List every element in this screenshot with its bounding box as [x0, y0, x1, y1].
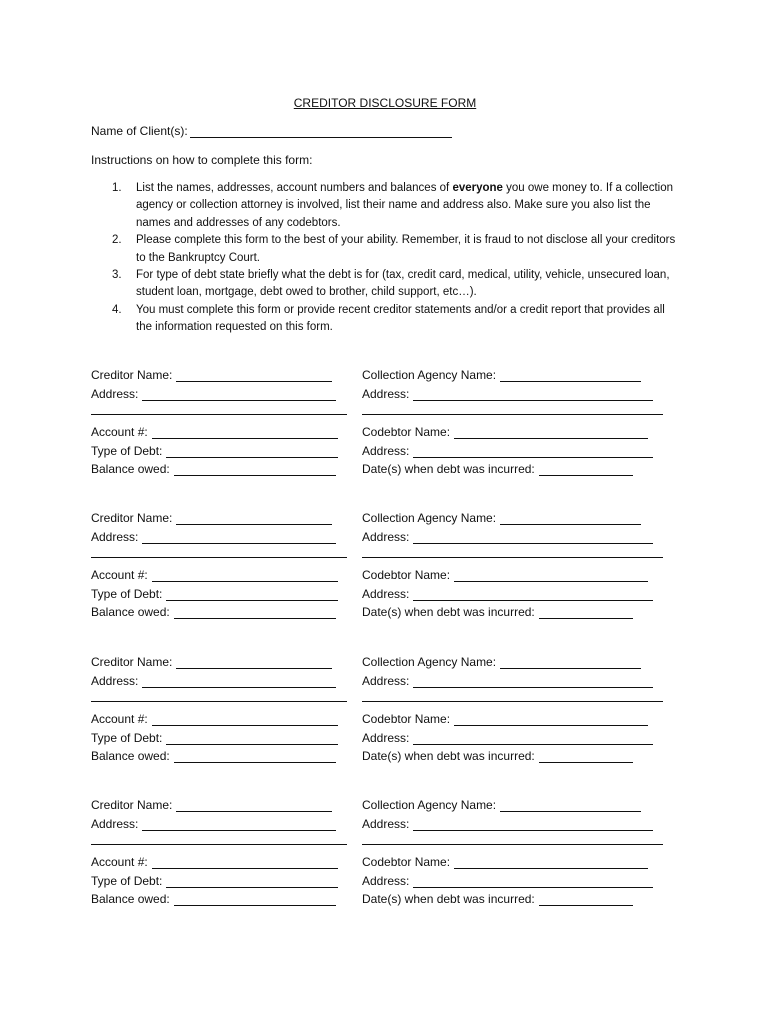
dates-incurred-field[interactable] [362, 605, 633, 619]
agency-address-field[interactable] [362, 817, 653, 831]
type-of-debt-label: Type of Debt: [91, 874, 163, 888]
collection-agency-field[interactable] [362, 798, 641, 812]
type-of-debt-blank[interactable] [166, 876, 338, 888]
account-number-blank[interactable] [152, 570, 338, 582]
instruction-text: List the names, addresses, account numbers and balances of everyone you owe money to. If a collection agency or collection attorney is involved, list their name and address also. Make sure you also list the names and addresses of any codebtors. [136, 182, 673, 229]
dates-incurred-label: Date(s) when debt was incurred: [362, 462, 535, 476]
agency-address-blank[interactable] [413, 676, 653, 688]
balance-owed-field[interactable] [91, 605, 336, 619]
creditor-address-line-2[interactable] [91, 844, 347, 845]
codebtor-name-field[interactable] [362, 855, 648, 869]
creditor-name-label: Creditor Name: [91, 511, 173, 525]
type-of-debt-label: Type of Debt: [91, 444, 163, 458]
creditor-name-field[interactable] [91, 655, 332, 669]
codebtor-name-label: Codebtor Name: [362, 855, 451, 869]
balance-owed-label: Balance owed: [91, 605, 170, 619]
creditor-address-field[interactable] [91, 674, 336, 688]
account-number-label: Account #: [91, 425, 148, 439]
account-number-field[interactable] [91, 425, 338, 439]
codebtor-address-blank[interactable] [413, 876, 653, 888]
collection-agency-blank[interactable] [500, 370, 641, 382]
collection-agency-label: Collection Agency Name: [362, 655, 497, 669]
agency-address-field[interactable] [362, 387, 653, 401]
codebtor-name-label: Codebtor Name: [362, 712, 451, 726]
dates-incurred-blank[interactable] [539, 464, 633, 476]
agency-address-field[interactable] [362, 530, 653, 544]
agency-address-line-2[interactable] [362, 557, 663, 558]
dates-incurred-label: Date(s) when debt was incurred: [362, 605, 535, 619]
account-number-blank[interactable] [152, 427, 338, 439]
instruction-item [91, 302, 681, 337]
codebtor-name-field[interactable] [362, 425, 648, 439]
collection-agency-field[interactable] [362, 655, 641, 669]
collection-agency-label: Collection Agency Name: [362, 511, 497, 525]
agency-address-label: Address: [362, 530, 410, 544]
creditor-name-blank[interactable] [176, 370, 332, 382]
agency-address-line-2[interactable] [362, 844, 663, 845]
codebtor-address-field[interactable] [362, 587, 653, 601]
account-number-label: Account #: [91, 855, 148, 869]
creditor-address-line-2[interactable] [91, 557, 347, 558]
balance-owed-label: Balance owed: [91, 462, 170, 476]
codebtor-name-blank[interactable] [454, 427, 648, 439]
dates-incurred-blank[interactable] [539, 751, 633, 763]
agency-address-blank[interactable] [413, 819, 653, 831]
instruction-number: 2. [112, 234, 122, 247]
client-name-label: Name of Client(s): [91, 124, 188, 138]
collection-agency-label: Collection Agency Name: [362, 798, 497, 812]
instruction-number: 4. [112, 303, 122, 316]
codebtor-name-blank[interactable] [454, 857, 648, 869]
instructions-heading: Instructions on how to complete this form: [91, 153, 313, 167]
codebtor-address-blank[interactable] [413, 446, 653, 458]
agency-address-label: Address: [362, 674, 410, 688]
dates-incurred-label: Date(s) when debt was incurred: [362, 749, 535, 763]
type-of-debt-blank[interactable] [166, 589, 338, 601]
creditor-address-label: Address: [91, 387, 139, 401]
balance-owed-blank[interactable] [174, 464, 336, 476]
account-number-field[interactable] [91, 855, 338, 869]
creditor-name-blank[interactable] [176, 657, 332, 669]
account-number-label: Account #: [91, 712, 148, 726]
creditor-address-line-2[interactable] [91, 414, 347, 415]
codebtor-address-field[interactable] [362, 731, 653, 745]
dates-incurred-field[interactable] [362, 892, 633, 906]
codebtor-name-blank[interactable] [454, 714, 648, 726]
codebtor-address-label: Address: [362, 587, 410, 601]
collection-agency-blank[interactable] [500, 800, 641, 812]
agency-address-field[interactable] [362, 674, 653, 688]
instruction-number: 3. [112, 269, 122, 282]
type-of-debt-blank[interactable] [166, 446, 338, 458]
account-number-label: Account #: [91, 568, 148, 582]
dates-incurred-blank[interactable] [539, 607, 633, 619]
type-of-debt-field[interactable] [91, 587, 338, 601]
creditor-address-blank[interactable] [142, 676, 336, 688]
creditor-address-label: Address: [91, 674, 139, 688]
codebtor-address-field[interactable] [362, 444, 653, 458]
collection-agency-label: Collection Agency Name: [362, 368, 497, 382]
instruction-item [91, 232, 681, 267]
balance-owed-label: Balance owed: [91, 892, 170, 906]
creditor-address-label: Address: [91, 817, 139, 831]
creditor-address-line-2[interactable] [91, 701, 347, 702]
instruction-item [91, 180, 681, 232]
dates-incurred-blank[interactable] [539, 894, 633, 906]
balance-owed-blank[interactable] [174, 607, 336, 619]
type-of-debt-field[interactable] [91, 874, 338, 888]
type-of-debt-label: Type of Debt: [91, 587, 163, 601]
balance-owed-field[interactable] [91, 749, 336, 763]
creditor-address-label: Address: [91, 530, 139, 544]
agency-address-label: Address: [362, 387, 410, 401]
client-name-field[interactable] [91, 124, 452, 138]
agency-address-blank[interactable] [413, 389, 653, 401]
form-title: CREDITOR DISCLOSURE FORM [293, 96, 477, 110]
codebtor-name-label: Codebtor Name: [362, 568, 451, 582]
instruction-item [91, 267, 681, 302]
account-number-field[interactable] [91, 712, 338, 726]
creditor-address-blank[interactable] [142, 819, 336, 831]
instruction-number: 1. [112, 182, 122, 194]
collection-agency-field[interactable] [362, 368, 641, 382]
codebtor-name-field[interactable] [362, 712, 648, 726]
creditor-name-field[interactable] [91, 511, 332, 525]
balance-owed-field[interactable] [91, 892, 336, 906]
codebtor-address-label: Address: [362, 444, 410, 458]
creditor-address-field[interactable] [91, 817, 336, 831]
balance-owed-field[interactable] [91, 462, 336, 476]
dates-incurred-field[interactable] [362, 462, 633, 476]
codebtor-name-label: Codebtor Name: [362, 425, 451, 439]
balance-owed-blank[interactable] [174, 751, 336, 763]
type-of-debt-field[interactable] [91, 444, 338, 458]
creditor-name-label: Creditor Name: [91, 368, 173, 382]
client-name-blank[interactable] [190, 125, 452, 138]
balance-owed-label: Balance owed: [91, 749, 170, 763]
instruction-text: For type of debt state briefly what the debt is for (tax, credit card, medical, utility, vehicle, unsecured loan, student loan, mortgage, debt owed to brother, child support, etc…). [136, 269, 670, 299]
type-of-debt-field[interactable] [91, 731, 338, 745]
creditor-address-blank[interactable] [142, 532, 336, 544]
codebtor-address-blank[interactable] [413, 589, 653, 601]
creditor-name-label: Creditor Name: [91, 798, 173, 812]
dates-incurred-field[interactable] [362, 749, 633, 763]
account-number-blank[interactable] [152, 714, 338, 726]
creditor-name-label: Creditor Name: [91, 655, 173, 669]
type-of-debt-label: Type of Debt: [91, 731, 163, 745]
instruction-text: Please complete this form to the best of your ability. Remember, it is fraud to not disclose all your creditors to the Bankruptcy Court. [136, 234, 676, 264]
collection-agency-field[interactable] [362, 511, 641, 525]
instruction-text: You must complete this form or provide recent creditor statements and/or a credit report that provides all the information requested on this form. [136, 303, 665, 334]
dates-incurred-label: Date(s) when debt was incurred: [362, 892, 535, 906]
codebtor-name-field[interactable] [362, 568, 648, 582]
collection-agency-blank[interactable] [500, 513, 641, 525]
codebtor-name-blank[interactable] [454, 570, 648, 582]
codebtor-address-field[interactable] [362, 874, 653, 888]
creditor-name-blank[interactable] [176, 800, 332, 812]
agency-address-line-2[interactable] [362, 414, 663, 415]
codebtor-address-blank[interactable] [413, 733, 653, 745]
collection-agency-blank[interactable] [500, 657, 641, 669]
creditor-address-field[interactable] [91, 387, 336, 401]
creditor-address-blank[interactable] [142, 389, 336, 401]
balance-owed-blank[interactable] [174, 894, 336, 906]
creditor-name-field[interactable] [91, 368, 332, 382]
instructions-list [91, 180, 681, 337]
creditor-name-field[interactable] [91, 798, 332, 812]
creditor-name-blank[interactable] [176, 513, 332, 525]
account-number-field[interactable] [91, 568, 338, 582]
agency-address-label: Address: [362, 817, 410, 831]
codebtor-address-label: Address: [362, 731, 410, 745]
codebtor-address-label: Address: [362, 874, 410, 888]
type-of-debt-blank[interactable] [166, 733, 338, 745]
emphasis-everyone: everyone [452, 182, 503, 194]
agency-address-blank[interactable] [413, 532, 653, 544]
account-number-blank[interactable] [152, 857, 338, 869]
agency-address-line-2[interactable] [362, 701, 663, 702]
creditor-address-field[interactable] [91, 530, 336, 544]
